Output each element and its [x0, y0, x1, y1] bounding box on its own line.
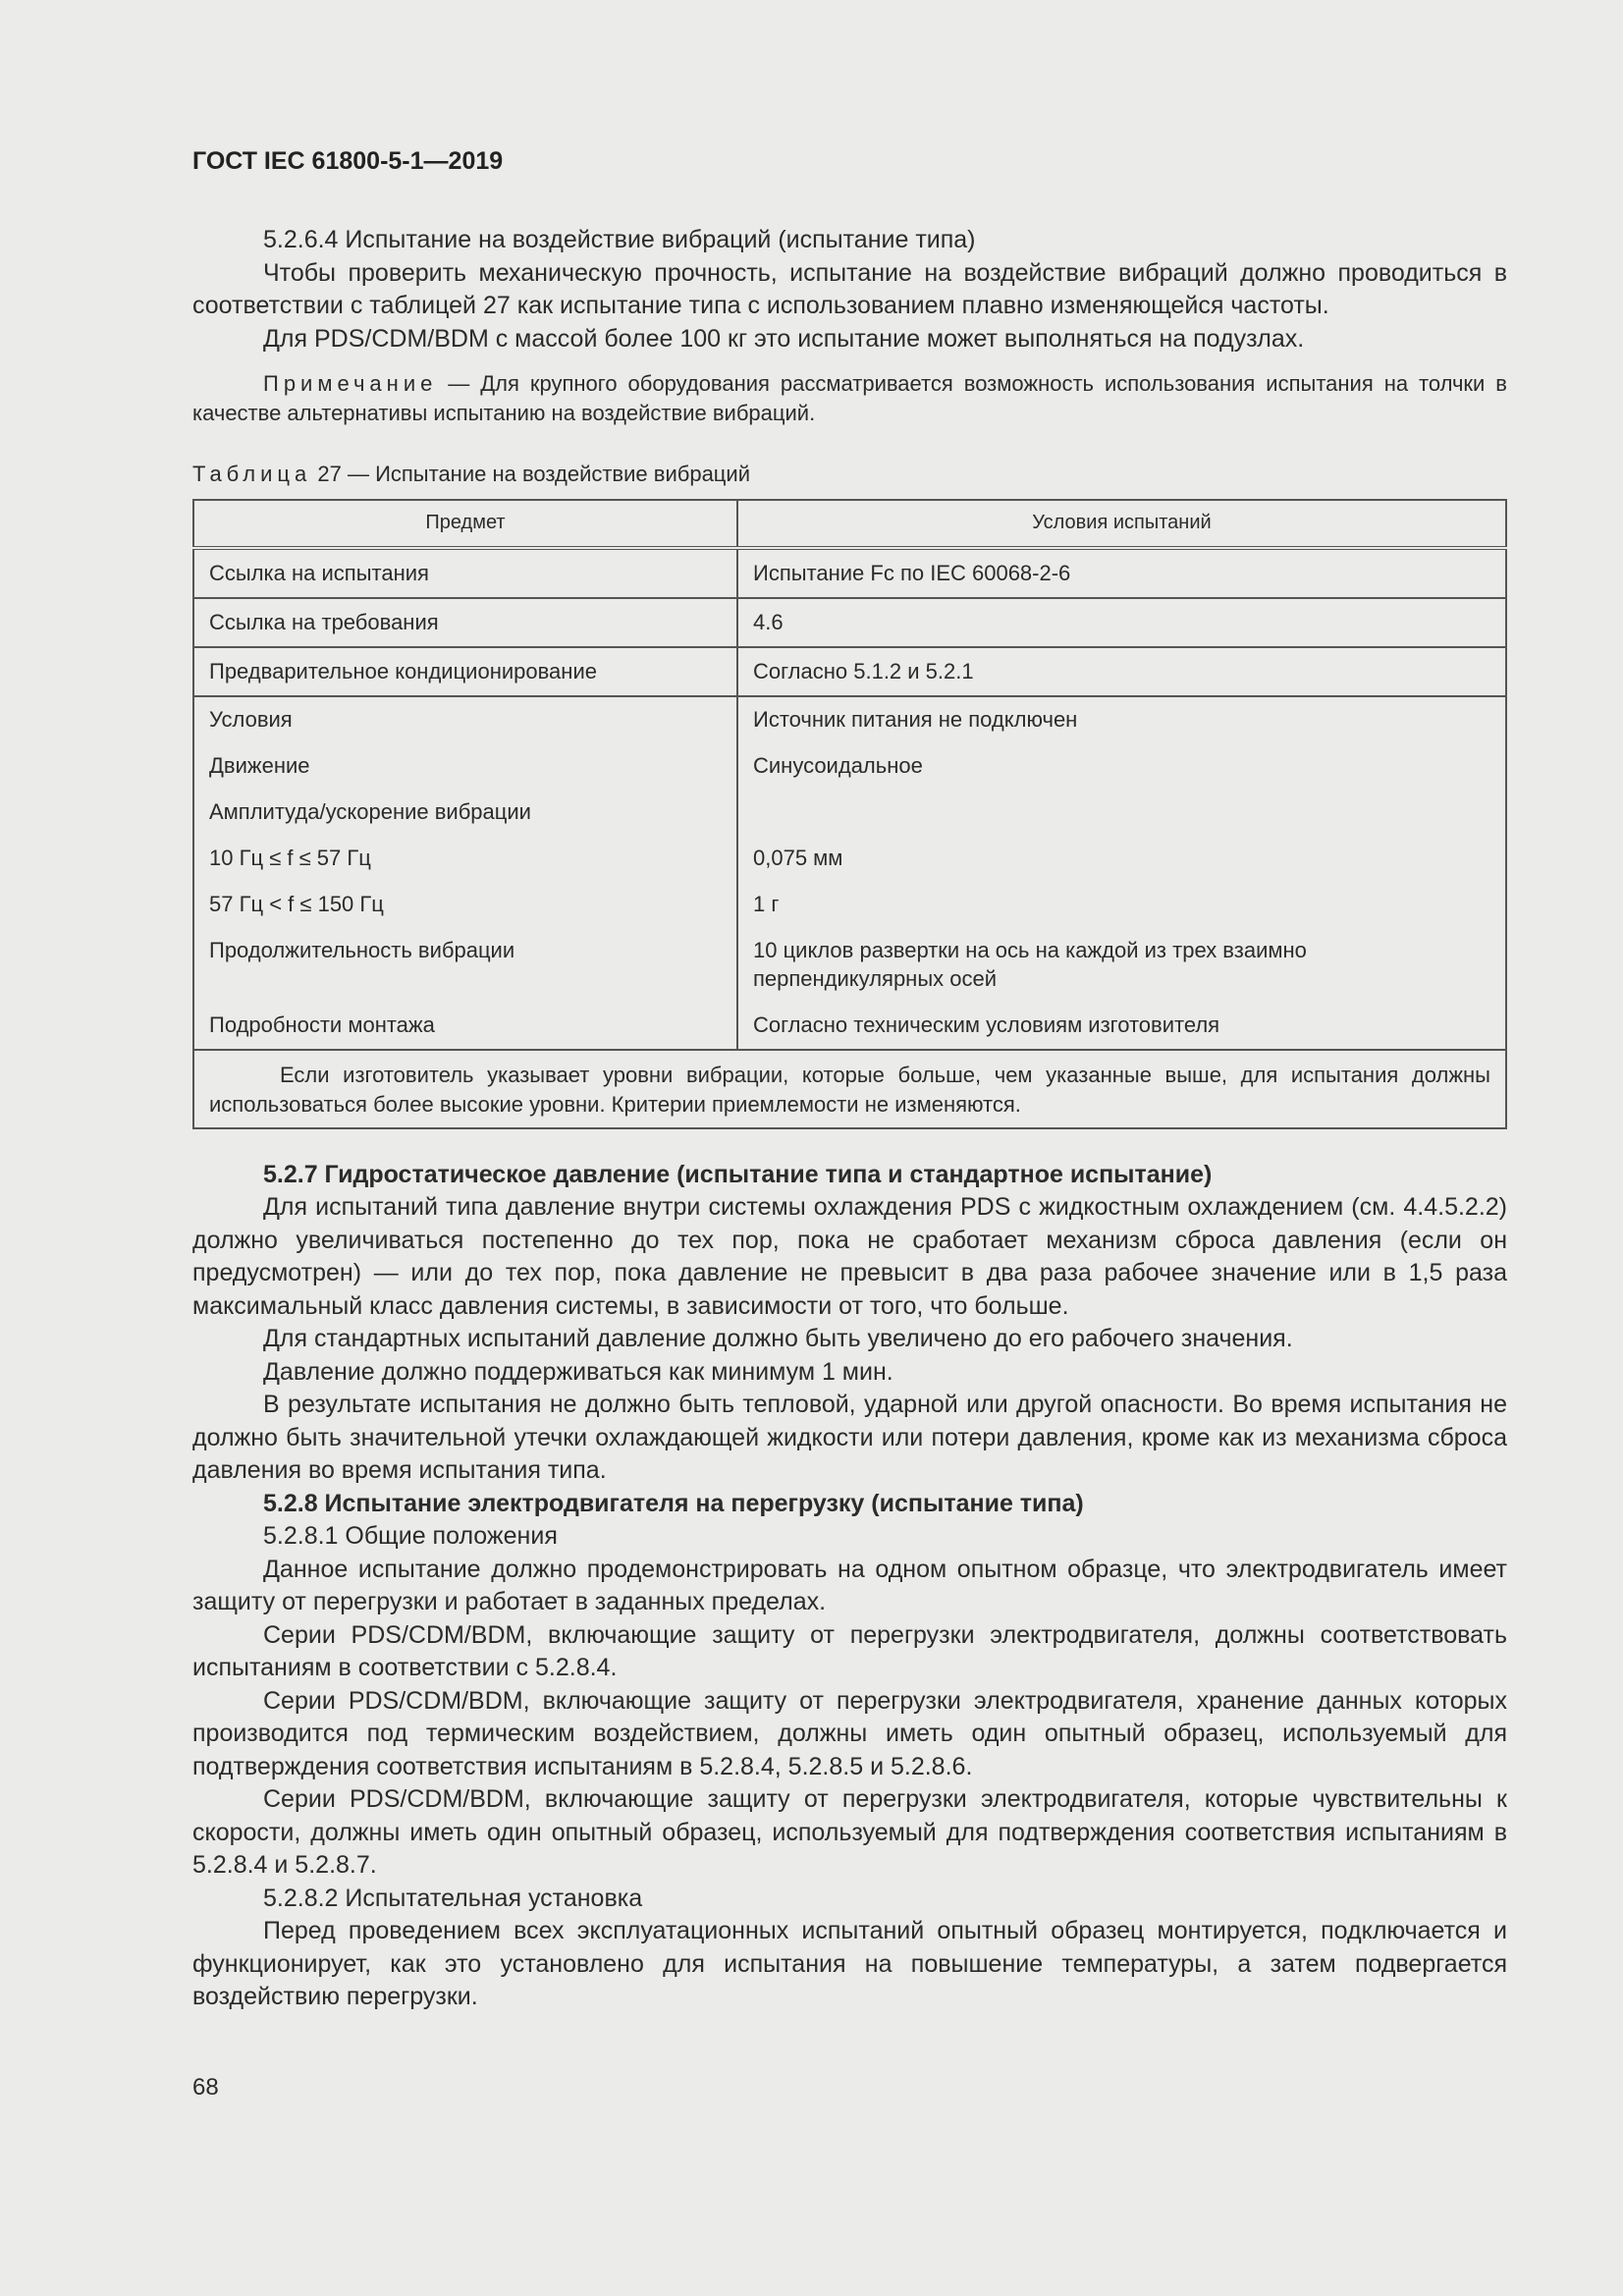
table-cell: 57 Гц < f ≤ 150 Гц [193, 882, 737, 928]
note-label: Примечание [263, 371, 438, 396]
table-cell: Ссылка на требования [193, 598, 737, 647]
section-5-2-7-title: 5.2.7 Гидростатическое давление (испытание типа и стандартное испытание) [263, 1160, 1213, 1188]
table-cell: Условия [193, 696, 737, 743]
paragraph: Для PDS/CDM/BDM с массой более 100 кг это испытание может выполняться на подузлах. [263, 324, 1305, 353]
paragraph: Давление должно поддерживаться как минимум 1 мин. [263, 1357, 893, 1386]
table-cell: Ссылка на испытания [193, 548, 737, 598]
table-row [193, 836, 1506, 882]
section-5-2-8-title: 5.2.8 Испытание электродвигателя на перегрузку (испытание типа) [263, 1489, 1084, 1517]
note [192, 369, 1507, 428]
table-caption [192, 458, 1507, 491]
table-cell: 10 циклов развертки на ось на каждой из трех взаимно перпендикулярных осей [753, 937, 1307, 991]
paragraph: Чтобы проверить механическую прочность, испытание на воздействие вибраций должно проводиться в соответствии с таблицей 27 как испытание типа с использованием плавно изменяющейся частоты. [192, 258, 1507, 319]
paragraph: Для стандартных испытаний давление должно быть увеличено до его рабочего значения. [263, 1325, 1293, 1352]
paragraph: Для испытаний типа давление внутри системы охлаждения PDS с жидкостным охлаждением (см. 4.4.5.2.2) должно увеличиваться постепенно до тех пор, пока не сработает механизм сброса давления (если он предусмотрен) — или до тех пор, пока давление не превысит в два раза рабочее значение или в 1,5 раза максимальный класс давления системы, в зависимости от того, что больше. [192, 1193, 1507, 1320]
table-cell: Подробности монтажа [193, 1003, 737, 1050]
table-cell: Согласно техническим условиям изготовителя [737, 1003, 1506, 1050]
table-row [193, 598, 1506, 647]
paragraph: Серии PDS/CDM/BDM, включающие защиту от перегрузки электродвигателя, которые чувствительны к скорости, должны иметь один опытный образец, используемый для подтверждения соответствия испытаниям в 5.2.8.4 и 5.2.8.7. [192, 1785, 1507, 1879]
table-cell: Синусоидальное [753, 752, 923, 778]
paragraph: Серии PDS/CDM/BDM, включающие защиту от перегрузки электродвигателя, должны соответствовать испытаниям в соответствии с 5.2.8.4. [192, 1620, 1507, 1681]
table-cell: 4.6 [737, 598, 1506, 647]
table-row [193, 647, 1506, 696]
paragraph: Перед проведением всех эксплуатационных испытаний опытный образец монтируется, подключается и функционирует, как это установлено для испытания на повышение температуры, а затем подвергается воздействию перегрузки. [192, 1917, 1507, 2010]
table-cell [737, 790, 1506, 836]
table-27 [192, 499, 1507, 1129]
table-row [193, 548, 1506, 598]
paragraph: Данное испытание должно продемонстрировать на одном опытном образце, что электродвигатель имеет защиту от перегрузки и работает в заданных пределах. [192, 1555, 1507, 1615]
page-number: 68 [192, 2074, 219, 2101]
paragraph: Серии PDS/CDM/BDM, включающие защиту от перегрузки электродвигателя, хранение данных которых производится под термическим воздействием, должны иметь один опытный образец, используемый для подтверждения соответствия испытаниям в 5.2.8.4, 5.2.8.5 и 5.2.8.6. [192, 1686, 1507, 1780]
table-row [193, 882, 1506, 928]
section-5-2-8-2-title: 5.2.8.2 Испытательная установка [263, 1884, 643, 1912]
table-cell: Движение [193, 743, 737, 790]
column-header-conditions: Условия испытаний [737, 500, 1506, 548]
table-row [193, 928, 1506, 1003]
table-footnote-row [193, 1050, 1506, 1128]
table-row [193, 743, 1506, 790]
section-5-2-8-1-title: 5.2.8.1 Общие положения [263, 1522, 558, 1550]
table-cell: 10 Гц ≤ f ≤ 57 Гц [193, 836, 737, 882]
table-row [193, 1003, 1506, 1050]
table-cell: Амплитуда/ускорение вибрации [193, 790, 737, 836]
note-text: — Для крупного оборудования рассматривается возможность использования испытания на толчки в качестве альтернативы испытанию на воздействие вибраций. [192, 371, 1507, 425]
table-caption-text: 27 — Испытание на воздействие вибраций [311, 462, 750, 486]
table-cell: Предварительное кондиционирование [193, 647, 737, 696]
table-cell: Согласно 5.1.2 и 5.2.1 [737, 647, 1506, 696]
table-cell: Источник питания не подключен [753, 706, 1078, 732]
table-cell: 0,075 мм [753, 845, 843, 870]
table-caption-label: Таблица [192, 462, 312, 486]
page-content [192, 224, 1507, 2014]
document-header: ГОСТ IEC 61800-5-1—2019 [192, 147, 504, 175]
table-cell: 1 г [753, 891, 780, 916]
table-cell: Продолжительность вибрации [193, 928, 737, 1003]
section-5-2-6-4-title: 5.2.6.4 Испытание на воздействие вибраций (испытание типа) [263, 226, 976, 253]
paragraph: В результате испытания не должно быть тепловой, ударной или другой опасности. Во время испытания не должно быть значительной утечки охлаждающей жидкости или потери давления, кроме как из механизма сброса давления во время испытания типа. [192, 1391, 1507, 1484]
table-row [193, 790, 1506, 836]
table-footnote: Если изготовитель указывает уровни вибрации, которые больше, чем указанные выше, для испытания должны использоваться более высокие уровни. Критерии приемлемости не изменяются. [209, 1062, 1490, 1117]
table-cell: Испытание Fc по IEC 60068-2-6 [737, 548, 1506, 598]
table-row [193, 696, 1506, 743]
column-header-subject: Предмет [193, 500, 737, 548]
